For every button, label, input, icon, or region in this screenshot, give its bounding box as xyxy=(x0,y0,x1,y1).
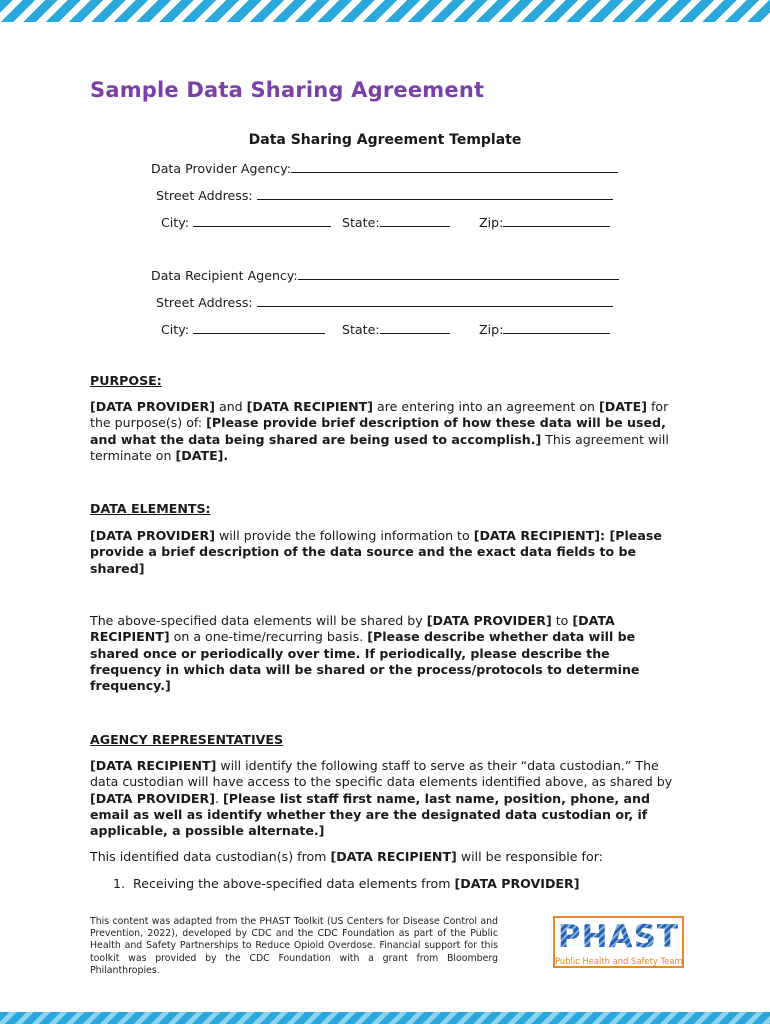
recipient-city-label: City: xyxy=(161,322,190,337)
provider-street-field[interactable] xyxy=(257,187,613,200)
purpose-text-4: This agreement will terminate on xyxy=(90,431,669,463)
provider-agency-label: Data Provider Agency: xyxy=(151,161,291,176)
purpose-text-2: are entering into an agreement on xyxy=(373,399,600,414)
provider-zip-label: Zip: xyxy=(479,215,504,230)
provider-street-label: Street Address: xyxy=(156,188,253,203)
provider-state-field[interactable] xyxy=(380,214,450,227)
provider-city-row xyxy=(161,214,331,230)
purpose-instruction: [Please provide brief description of how these data will be used, and what the data being shared are being used to accomplish.] xyxy=(90,415,666,447)
list-item xyxy=(113,876,633,892)
list-item-text: Receiving the above-specified data elements from xyxy=(133,876,455,891)
data-elements-paragraph-1 xyxy=(90,528,680,577)
provider-zip-row xyxy=(479,214,610,230)
ar-text-4: will be responsible for: xyxy=(456,849,603,864)
purpose-text-3: for the purpose(s) of: xyxy=(90,399,669,431)
purpose-recipient-tag: [DATA RECIPIENT] xyxy=(246,399,374,414)
agency-reps-paragraph-1 xyxy=(90,758,680,839)
provider-city-field[interactable] xyxy=(193,214,331,227)
de-provider-tag-2: [DATA PROVIDER] xyxy=(426,613,552,628)
recipient-state-field[interactable] xyxy=(380,321,450,334)
provider-state-label: State: xyxy=(342,215,380,230)
de-text-4: on a one-time/recurring basis. xyxy=(169,629,368,645)
recipient-agency-field[interactable] xyxy=(298,267,619,280)
ar-recipient-tag: [DATA RECIPIENT] xyxy=(90,758,217,773)
de-provider-tag: [DATA PROVIDER] xyxy=(90,528,215,543)
recipient-street-field[interactable] xyxy=(257,294,613,307)
list-item-number: 1. xyxy=(113,876,126,891)
purpose-heading: PURPOSE: xyxy=(90,373,162,388)
agency-reps-heading: AGENCY REPRESENTATIVES xyxy=(90,732,284,747)
de-frequency-instruction: [Please describe whether data will be shared once or periodically over time. If periodically, please describe the frequency in which data will be shared or the process/protocols to determine frequency.] xyxy=(90,629,640,694)
ar-provider-tag: [DATA PROVIDER] xyxy=(90,790,215,806)
recipient-agency-label: Data Recipient Agency: xyxy=(151,268,298,283)
recipient-agency-row xyxy=(151,267,619,283)
recipient-street-label: Street Address: xyxy=(156,295,253,310)
phast-logo xyxy=(553,916,684,968)
purpose-paragraph xyxy=(90,399,680,464)
provider-zip-field[interactable] xyxy=(503,214,610,227)
data-elements-paragraph-2 xyxy=(90,613,680,694)
recipient-city-row xyxy=(161,321,325,337)
template-title: Data Sharing Agreement Template xyxy=(248,132,522,148)
de-recipient-instruction: [DATA RECIPIENT]: [Please provide a brief description of the data source and the exact data fields to be shared] xyxy=(90,528,662,576)
list-item-provider-tag: [DATA PROVIDER] xyxy=(454,876,580,891)
provider-agency-row xyxy=(151,160,618,176)
ar-text-1: will identify the following staff to serve as their “data custodian.” The data custodian will have access to the specific data elements identified above, as shared by xyxy=(90,758,673,790)
de-recipient-tag-2: [DATA RECIPIENT] xyxy=(90,613,615,645)
de-text-2: The above-specified data elements will be shared by xyxy=(90,613,427,628)
purpose-provider-tag: [DATA PROVIDER] xyxy=(90,399,215,414)
data-elements-heading: DATA ELEMENTS: xyxy=(90,501,211,516)
ar-recipient-tag-2: [DATA RECIPIENT] xyxy=(330,849,457,864)
phast-logo-subtitle: Public Health and Safety Team xyxy=(555,956,683,966)
footer-attribution-note: This content was adapted from the PHAST Toolkit (US Centers for Disease Control and Prevention, 2022), developed by CDC and the CDC Foundation as part of the Public Health and Safety Partnerships to Reduce Opioid Overdose. Financial support for this toolkit was provided by the CDC Foundation with a grant from Bloomberg Philanthropies. xyxy=(90,916,498,976)
de-text-3: to xyxy=(551,613,573,628)
purpose-date-tag: [DATE] xyxy=(599,399,647,414)
phast-logo-word: PHAST xyxy=(555,920,682,954)
recipient-zip-row xyxy=(479,321,610,337)
ar-text-2: . xyxy=(214,790,223,806)
recipient-state-row xyxy=(342,321,450,337)
document-title: Sample Data Sharing Agreement xyxy=(90,78,485,102)
purpose-terminate-date-tag: [DATE]. xyxy=(175,447,229,463)
recipient-zip-label: Zip: xyxy=(479,322,504,337)
recipient-street-row xyxy=(156,294,613,310)
provider-city-label: City: xyxy=(161,215,190,230)
agency-reps-paragraph-2 xyxy=(90,849,680,865)
recipient-zip-field[interactable] xyxy=(503,321,610,334)
ar-text-3: This identified data custodian(s) from xyxy=(90,849,331,864)
top-stripe-band xyxy=(0,0,770,22)
provider-agency-field[interactable] xyxy=(291,160,618,173)
recipient-city-field[interactable] xyxy=(193,321,325,334)
provider-street-row xyxy=(156,187,613,203)
ar-staff-instruction: [Please list staff first name, last name, position, phone, and email as well as identify whether they are the designated data custodian or, if applicable, a possible alternate.] xyxy=(90,790,651,839)
recipient-state-label: State: xyxy=(342,322,380,337)
bottom-stripe-band xyxy=(0,1012,770,1024)
purpose-text-1: and xyxy=(214,399,247,414)
provider-state-row xyxy=(342,214,450,230)
de-text-1: will provide the following information to xyxy=(214,528,474,543)
